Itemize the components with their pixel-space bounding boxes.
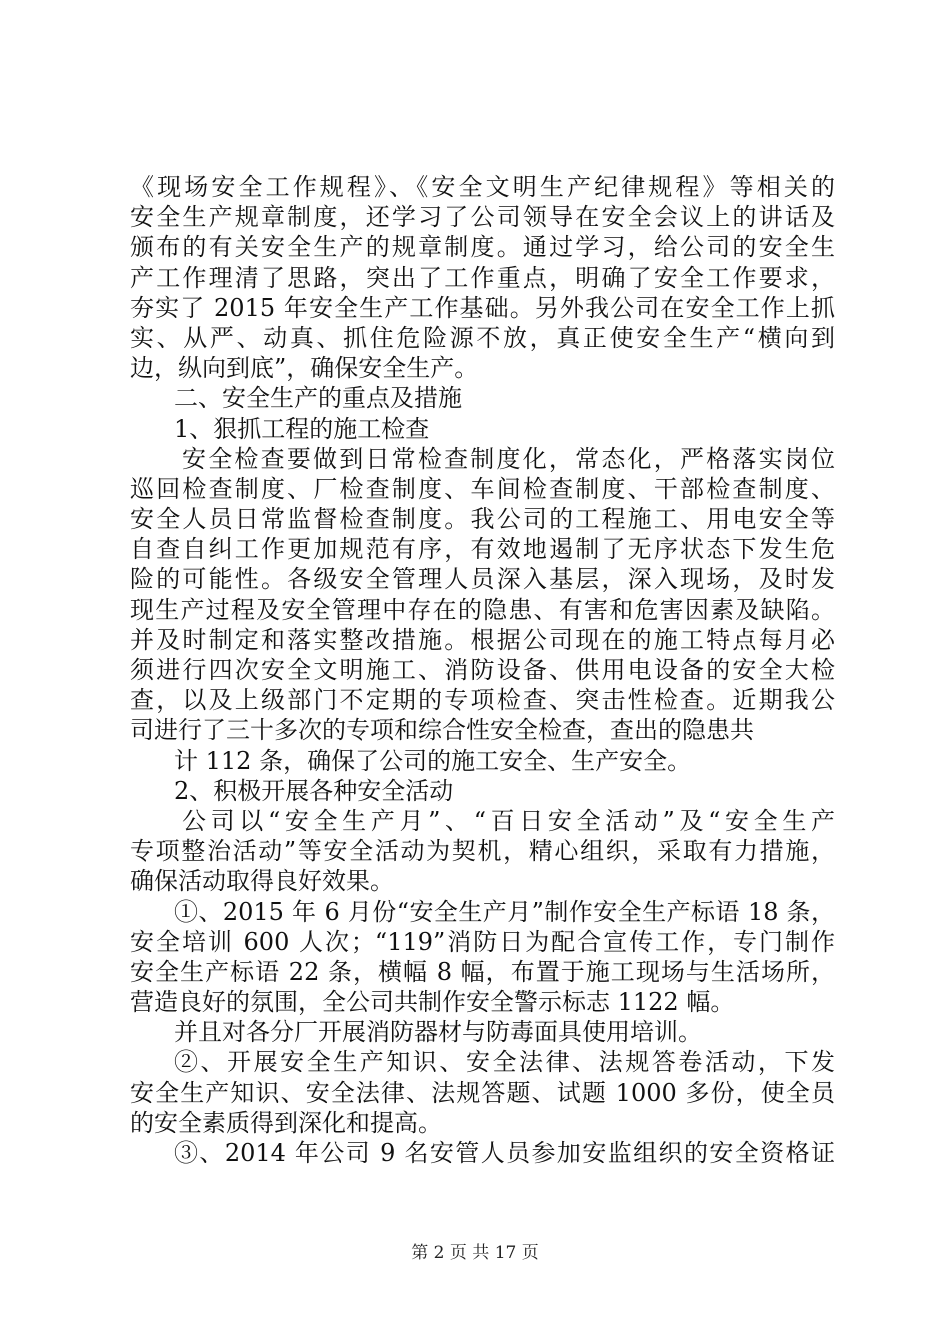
text-line: 并及时制定和落实整改措施。根据公司现在的施工特点每月必 <box>130 625 835 654</box>
page-number-footer: 第 2 页 共 17 页 <box>411 1243 539 1263</box>
text-line: 查，以及上级部门不定期的专项检查、突击性检查。近期我公 <box>130 686 835 715</box>
text-line: 计 112 条，确保了公司的施工安全、生产安全。 <box>174 746 692 775</box>
text-line: 专项整治活动”等安全活动为契机，精心组织，采取有力措施， <box>130 837 835 866</box>
text-line: 安全检查要做到日常检查制度化，常态化，严格落实岗位 <box>182 444 835 473</box>
text-line: 司进行了三十多次的专项和综合性安全检查，查出的隐患共 <box>130 716 754 745</box>
text-line: 确保活动取得良好效果。 <box>130 867 394 896</box>
text-line: 营造良好的氛围，全公司共制作安全警示标志 1122 幅。 <box>130 988 735 1017</box>
text-line: 安全人员日常监督检查制度。我公司的工程施工、用电安全等 <box>130 505 835 534</box>
document-body <box>130 172 835 1168</box>
text-line: 须进行四次安全文明施工、消防设备、供用电设备的安全大检 <box>130 656 835 684</box>
list-item: ①、2015 年 6 月份“安全生产月”制作安全生产标语 18 条， <box>174 897 835 926</box>
subsection-heading: 2、积极开展各种安全活动 <box>174 776 454 805</box>
text-line: 并且对各分厂开展消防器材与防毒面具使用培训。 <box>174 1018 702 1047</box>
list-item: ③、2014 年公司 9 名安管人员参加安监组织的安全资格证 <box>174 1139 835 1167</box>
section-heading: 二、安全生产的重点及措施 <box>174 384 462 413</box>
text-line: 颁布的有关安全生产的规章制度。通过学习，给公司的安全生 <box>130 233 835 262</box>
text-line: 的安全素质得到深化和提高。 <box>130 1108 442 1137</box>
subsection-heading: 1、狠抓工程的施工检查 <box>174 414 430 443</box>
text-line: 安全生产规章制度，还学习了公司领导在安全会议上的讲话及 <box>130 203 835 232</box>
text-line: 安全生产知识、安全法律、法规答题、试题 1000 多份，使全员 <box>130 1078 835 1107</box>
text-line: 公司以“安全生产月”、“百日安全活动”及“安全生产 <box>182 806 835 835</box>
text-line: 现生产过程及安全管理中存在的隐患、有害和危害因素及缺陷。 <box>130 595 835 624</box>
text-line: 夯实了 2015 年安全生产工作基础。另外我公司在安全工作上抓 <box>130 293 835 322</box>
text-line: 安全生产标语 22 条，横幅 8 幅，布置于施工现场与生活场所， <box>130 957 835 986</box>
text-line: 《现场安全工作规程》、《安全文明生产纪律规程》等相关的 <box>130 173 835 201</box>
list-item: ②、开展安全生产知识、安全法律、法规答卷活动，下发 <box>174 1048 835 1077</box>
text-line: 险的可能性。各级安全管理人员深入基层，深入现场，及时发 <box>130 565 835 594</box>
text-line: 产工作理清了思路，突出了工作重点，明确了安全工作要求， <box>130 263 835 292</box>
text-line: 巡回检查制度、厂检查制度、车间检查制度、干部检查制度、 <box>130 474 835 503</box>
text-line: 自查自纠工作更加规范有序，有效地遏制了无序状态下发生危 <box>130 535 835 564</box>
text-line: 安全培训 600 人次；“119”消防日为配合宣传工作，专门制作 <box>130 927 835 956</box>
text-line: 边，纵向到底”，确保安全生产。 <box>130 354 479 383</box>
text-line: 实、从严、动真、抓住危险源不放，真正使安全生产“横向到 <box>130 323 835 352</box>
